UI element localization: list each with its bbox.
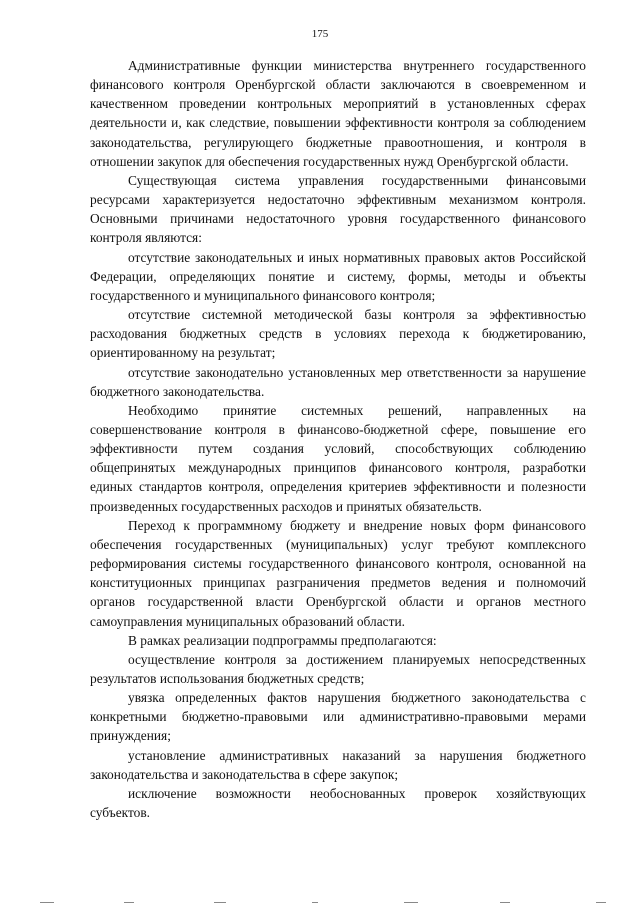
paragraph: Необходимо принятие системных решений, направленных на совершенствование контроля в финансово-бюджетной сфере, повышение его эффективности путем создания условий, способствующих соблюдению общепринятых международных принципов финансового контроля, разработки единых стандартов контроля, определения критериев эффективности и полезности произведенных государственных расходов и принятых обязательств.	[90, 402, 586, 514]
list-item: отсутствие законодательных и иных нормативных правовых актов Российской Федерации, определяющих понятие и систему, формы, методы и объекты государственного и муниципального финансового контроля;	[90, 249, 586, 303]
scan-mark	[40, 902, 54, 903]
list-item: установление административных наказаний за нарушения бюджетного законодательства и законодательства в сфере закупок;	[90, 747, 586, 782]
scan-mark	[500, 902, 510, 903]
scan-mark	[596, 902, 606, 903]
list-item: увязка определенных фактов нарушения бюджетного законодательства с конкретными бюджетно-правовыми или административно-правовыми мерами принуждения;	[90, 690, 586, 744]
scan-mark	[124, 902, 134, 903]
scan-mark	[312, 902, 318, 903]
scan-mark	[404, 902, 418, 903]
scan-mark	[214, 902, 226, 903]
list-item: осуществление контроля за достижением планируемых непосредственных результатов использования бюджетных средств;	[90, 651, 586, 686]
paragraph: Существующая система управления государственными финансовыми ресурсами характеризуется недостаточно эффективным механизмом контроля. Основными причинами недостаточного уровня государственного финансового контроля являются:	[90, 172, 586, 246]
list-item: отсутствие системной методической базы контроля за эффективностью расходования бюджетных средств в условиях перехода к бюджетированию, ориентированному на результат;	[90, 307, 586, 361]
list-item: исключение возможности необоснованных проверок хозяйствующих субъектов.	[90, 785, 586, 821]
paragraph: Административные функции министерства внутреннего государственного финансового контроля Оренбургской области заключаются в своевременном и качественном проведении контрольных мероприятий в установленных сферах деятельности и, как следствие, повышении эффективности контроля за соблюдением законодательства, регулирующего бюджетные правоотношения, и контроля в отношении закупок для обеспечения государственных нужд Оренбургской области.	[90, 58, 586, 169]
scan-edge-marks	[0, 900, 640, 905]
paragraph: Переход к программному бюджету и внедрение новых форм финансового обеспечения государственных (муниципальных) услуг требуют комплексного реформирования системы государственного финансового контроля, основанной на конституционных принципах разграничения предметов ведения и полномочий органов государственной власти Оренбургской области и органов местного самоуправления муниципальных образований области.	[90, 517, 586, 629]
paragraph: В рамках реализации подпрограммы предполагаются:	[128, 632, 437, 648]
list-item: отсутствие законодательно установленных мер ответственности за нарушение бюджетного законодательства.	[90, 364, 586, 399]
page-number: 175	[311, 28, 329, 40]
document-body	[90, 56, 586, 822]
